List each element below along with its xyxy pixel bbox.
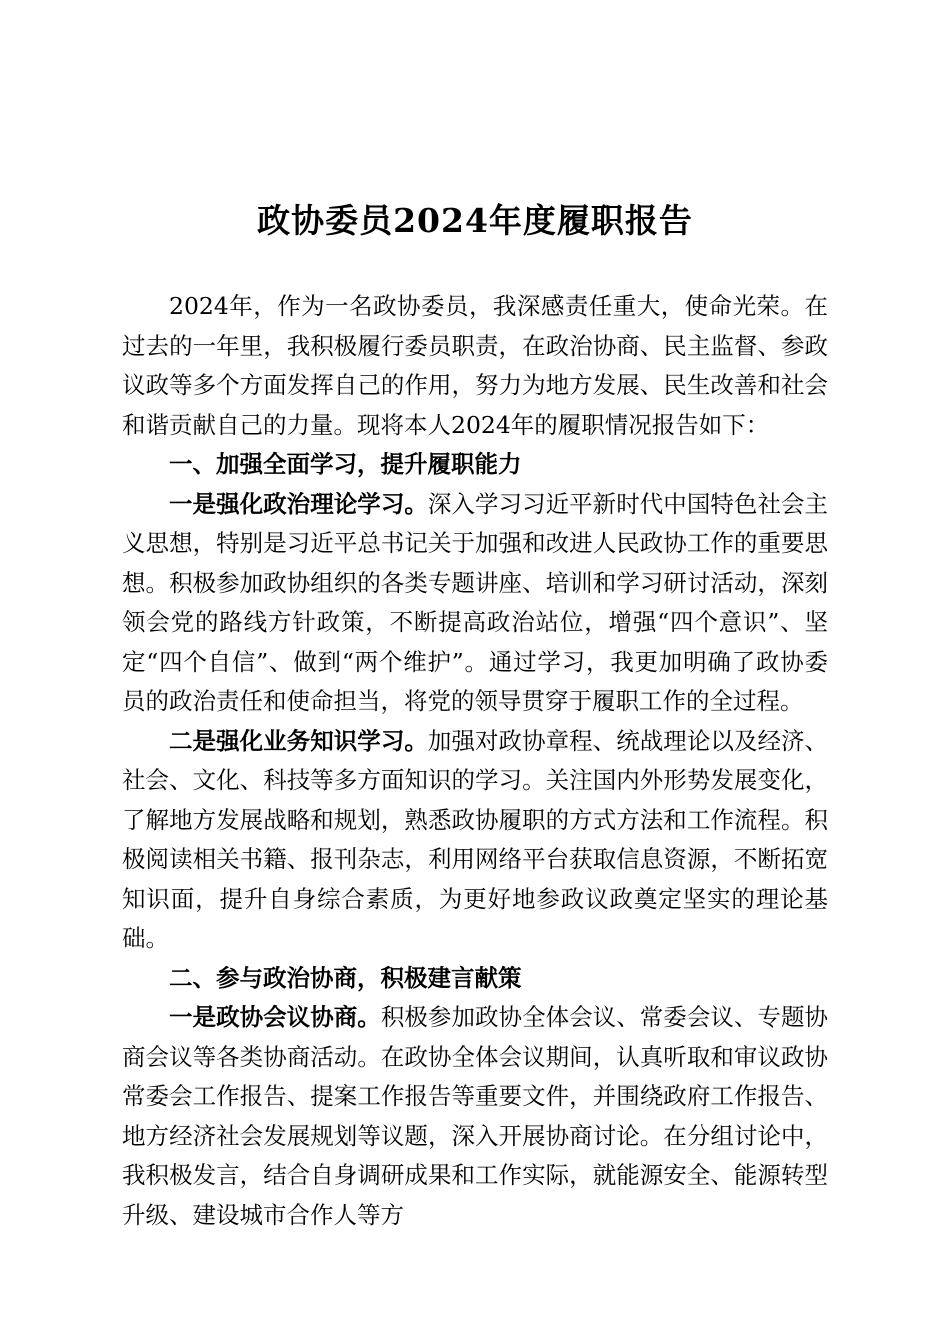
paragraph-text: 积极参加政协全体会议、常委会议、专题协商会议等各类协商活动。在政协全体会议期间，认真听取和审议政协常委会工作报告、提案工作报告等重要文件，并围绕政府工作报告、地方经济社会发展规划等议题，深入开展协商讨论。在分组讨论中，我积极发言，结合自身调研成果和工作实际，就能源安全、能源转型升级、建设城市合作人等方 (122, 1003, 829, 1229)
paragraph-lead: 一是政协会议协商。 (169, 1003, 381, 1031)
paragraph-1-1 (122, 485, 828, 722)
section-heading-2: 二、参与政治协商，积极建言献策 (169, 963, 522, 992)
document-title: 政协委员2024年度履职报告 (257, 201, 693, 240)
intro-paragraph: 2024年，作为一名政协委员，我深感责任重大，使命光荣。在过去的一年里，我积极履行委员职责，在政治协商、民主监督、参政议政等多个方面发挥自己的作用，努力为地方发展、民生改善和社会和谐贡献自己的力量。现将本人2024年的履职情况报告如下： (122, 292, 828, 439)
paragraph-text: 加强对政协章程、统战理论以及经济、社会、文化、科技等多方面知识的学习。关注国内外形势发展变化，了解地方发展战略和规划，熟悉政协履职的方式方法和工作流程。积极阅读相关书籍、报刊杂志，利用网络平台获取信息资源，不断拓宽知识面，提升自身综合素质，为更好地参政议政奠定坚实的理论基础。 (122, 726, 829, 952)
paragraph-lead: 一是强化政治理论学习。 (169, 489, 428, 518)
paragraph-lead: 二是强化业务知识学习。 (169, 726, 428, 755)
paragraph-text: 深入学习习近平新时代中国特色社会主义思想，特别是习近平总书记关于加强和改进人民政协工作的重要思想。积极参加政协组织的各类专题讲座、培训和学习研讨活动，深刻领会党的路线方针政策，不断提高政治站位，增强“四个意识”、坚定“四个自信”、做到“两个维护”。通过学习，我更加明确了政协委员的政治责任和使命担当，将党的领导贯穿于履职工作的全过程。 (122, 489, 829, 715)
section-heading-1: 一、加强全面学习，提升履职能力 (169, 450, 522, 478)
document-body (122, 287, 828, 1235)
paragraph-1-2 (122, 722, 828, 959)
paragraph-2-1 (122, 998, 828, 1235)
